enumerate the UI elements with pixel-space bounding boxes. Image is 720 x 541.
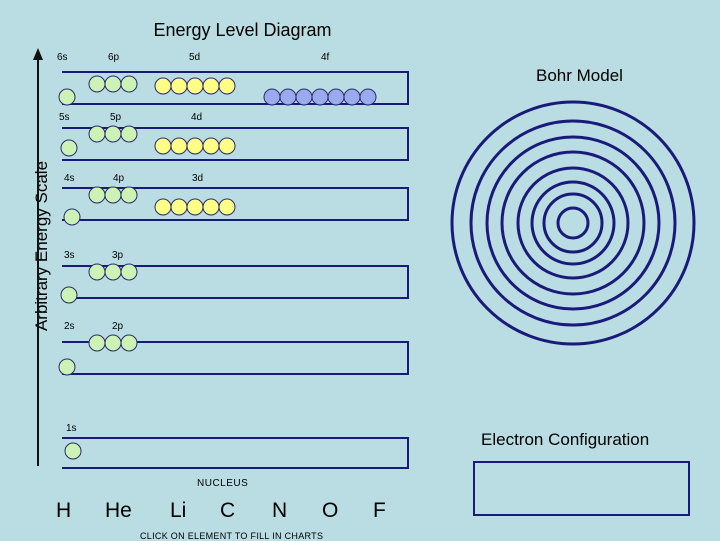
orbital-label-4p: 4p [113, 173, 125, 184]
element-button-n[interactable]: N [272, 499, 288, 522]
element-button-he[interactable]: He [105, 499, 132, 522]
orbital-4s [64, 209, 80, 225]
orbital-2s [59, 359, 75, 375]
element-button-f[interactable]: F [373, 499, 386, 522]
orbital-label-4f: 4f [321, 52, 330, 63]
orbital-label-3p: 3p [112, 250, 124, 261]
orbital-3p [89, 264, 137, 280]
orbital-3d [155, 199, 235, 215]
bohr-model [452, 102, 694, 344]
orbital-label-1s: 1s [66, 423, 77, 434]
instruction-text: CLICK ON ELEMENT TO FILL IN CHARTS [140, 531, 324, 541]
orbital-label-5d: 5d [189, 52, 201, 63]
bohr-ring-1 [544, 194, 602, 252]
orbital-5d [155, 78, 235, 94]
element-button-li[interactable]: Li [170, 499, 187, 522]
bohr-model-title: Bohr Model [536, 66, 623, 85]
orbital-4p [89, 187, 137, 203]
energy-axis-arrow [33, 48, 43, 60]
orbital-label-4s: 4s [64, 173, 75, 184]
element-button-h[interactable]: H [56, 499, 72, 522]
orbital-label-4d: 4d [191, 112, 203, 123]
electron-configuration-title: Electron Configuration [481, 430, 650, 449]
orbital-label-6s: 6s [57, 52, 68, 63]
orbital-label-5s: 5s [59, 112, 70, 123]
diagram-title: Energy Level Diagram [153, 20, 332, 40]
element-button-c[interactable]: C [220, 499, 236, 522]
orbital-label-5p: 5p [110, 112, 122, 123]
orbital-label-3d: 3d [192, 173, 204, 184]
orbital-1s [65, 443, 81, 459]
bohr-ring-4 [502, 152, 644, 294]
y-axis-label: Arbitrary Energy Scale [32, 160, 51, 332]
orbital-4d [155, 138, 235, 154]
orbital-label-3s: 3s [64, 250, 75, 261]
electron-configuration-box [473, 461, 690, 516]
orbital-2p [89, 335, 137, 351]
element-button-o[interactable]: O [322, 499, 339, 522]
nucleus-label: NUCLEUS [197, 478, 249, 489]
orbital-3s [61, 287, 77, 303]
orbital-4f [264, 89, 376, 105]
orbital-label-2p: 2p [112, 321, 124, 332]
orbital-5s [61, 140, 77, 156]
bohr-nucleus [558, 208, 588, 238]
orbital-label-2s: 2s [64, 321, 75, 332]
orbital-label-6p: 6p [108, 52, 120, 63]
bohr-ring-3 [518, 168, 628, 278]
shell-1-bracket [62, 438, 408, 468]
orbital-6p [89, 76, 137, 92]
bohr-ring-5 [487, 137, 659, 309]
orbital-6s [59, 89, 75, 105]
orbital-5p [89, 126, 137, 142]
